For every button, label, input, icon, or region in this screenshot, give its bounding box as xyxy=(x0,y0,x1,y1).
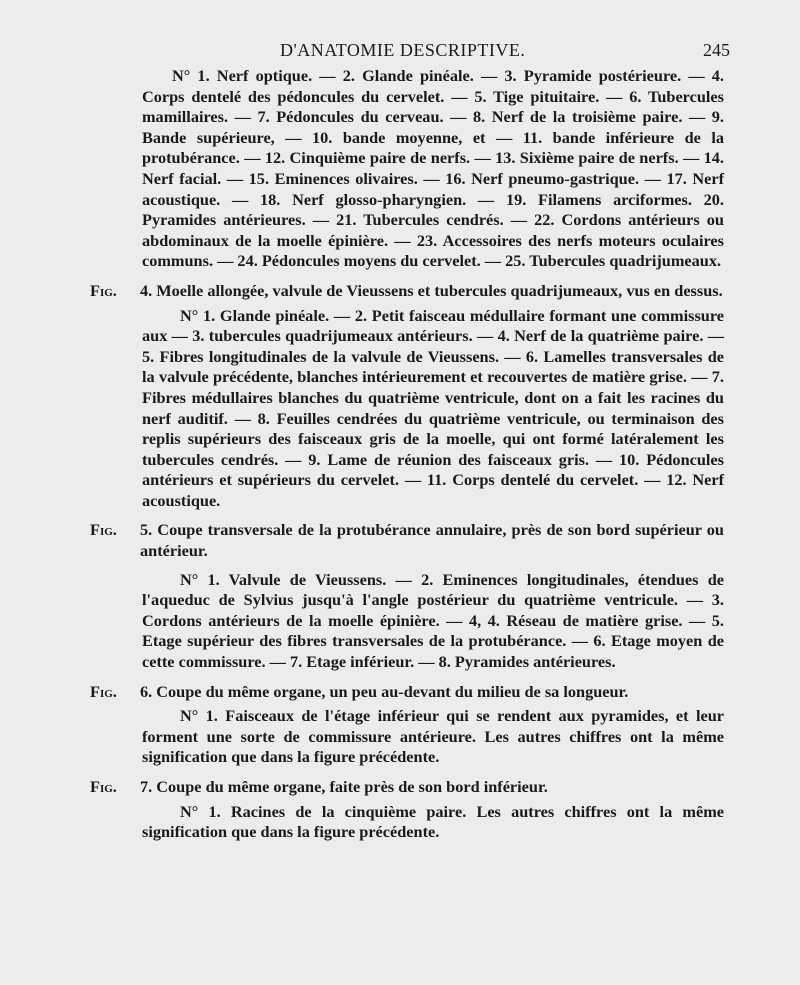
legend-fig4-numbers: N° 1. Glande pinéale. — 2. Petit faisceau médullaire formant une commissure aux — 3. tubercules quadrijumeaux antérieurs. — 4. Nerf de la quatrième paire. — 5. Fibres longitudinales de la valvule de Vieussens. — 6. Lamelles transversales de la valvule précédente, blanches intérieurement et recouvertes de matière grise. — 7. Fibres médullaires blanches du quatrième ventricule, dont on a fait les racines du nerf auditif. — 8. Feuilles cendrées du quatrième ventricule, ou terminaison des replis supérieurs des faisceaux gris de la moelle, qui ont formé latéralement les tubercules cendrés. — 9. Lame de réunion des faisceaux gris. — 10. Pédoncules antérieurs et supérieurs du cervelet. — 11. Corps dentelé du cervelet. — 12. Nerf acoustique. xyxy=(142,305,724,510)
legend-fig6-numbers: N° 1. Faisceaux de l'étage inférieur qui se rendent aux pyramides, et leur forment une sorte de commissure antérieure. Les autres chiffres ont la même signification que dans la figure précédente. xyxy=(142,706,724,767)
fig-label: Fig. xyxy=(90,681,117,701)
legend-fig7-numbers: N° 1. Racines de la cinquième paire. Les autres chiffres ont la même signification que dans la figure précédente. xyxy=(142,801,724,842)
figure-caption-4 xyxy=(92,281,724,302)
figure-caption-6 xyxy=(92,682,724,703)
figure-caption-7 xyxy=(92,777,724,798)
page-header xyxy=(0,36,800,66)
figure-caption-5 xyxy=(92,520,724,561)
page-number: 245 xyxy=(703,40,730,60)
fig-label: Fig. xyxy=(90,520,117,540)
legend-fig3-numbers: N° 1. Nerf optique. — 2. Glande pinéale. — 3. Pyramide postérieure. — 4. Corps dentelé des pédoncules du cervelet. — 5. Tige pituitaire. — 6. Tubercules mamillaires. — 7. Pédoncules du cerveau. — 8. Nerf de la troisième paire. — 9. Bande supérieure, — 10. bande moyenne, et — 11. bande inférieure de la protubérance. — 12. Cinquième paire de nerfs. — 13. Sixième paire de nerfs. — 14. Nerf facial. — 15. Eminences olivaires. — 16. Nerf pneumo-gastrique. — 17. Nerf acoustique. — 18. Nerf glosso-pharyngien. — 19. Filamens arciformes. 20. Pyramides antérieures. — 21. Tubercules cendrés. — 22. Cordons antérieurs ou abdominaux de la moelle épinière. — 23. Accessoires des nerfs moteurs oculaires communs. — 24. Pédoncules moyens du cervelet. — 25. Tubercules quadrijumeaux. xyxy=(142,66,724,271)
body-text xyxy=(92,66,724,843)
legend-fig5-numbers: N° 1. Valvule de Vieussens. — 2. Eminences longitudinales, étendues de l'aqueduc de Sylvius jusqu'à l'angle postérieur du quatrième ventricule. — 3. Cordons antérieurs de la moelle épinière. — 4, 4. Réseau de matière grise. — 5. Etage supérieur des fibres transversales de la protubérance. — 6. Etage moyen de cette commissure. — 7. Etage inférieur. — 8. Pyramides antérieures. xyxy=(142,569,724,672)
figure-caption-text: 6. Coupe du même organe, un peu au-devant du milieu de sa longueur. xyxy=(140,681,629,701)
fig-label: Fig. xyxy=(90,280,117,300)
figure-caption-text: 5. Coupe transversale de la protubérance annulaire, près de son bord supérieur ou antérieur. xyxy=(140,520,724,561)
figure-caption-text: 4. Moelle allongée, valvule de Vieussens et tubercules quadrijumeaux, vus en dessus. xyxy=(140,280,723,300)
figure-caption-text: 7. Coupe du même organe, faite près de son bord inférieur. xyxy=(140,777,548,796)
running-title: D'ANATOMIE DESCRIPTIVE. xyxy=(280,40,526,60)
fig-label: Fig. xyxy=(90,777,117,796)
